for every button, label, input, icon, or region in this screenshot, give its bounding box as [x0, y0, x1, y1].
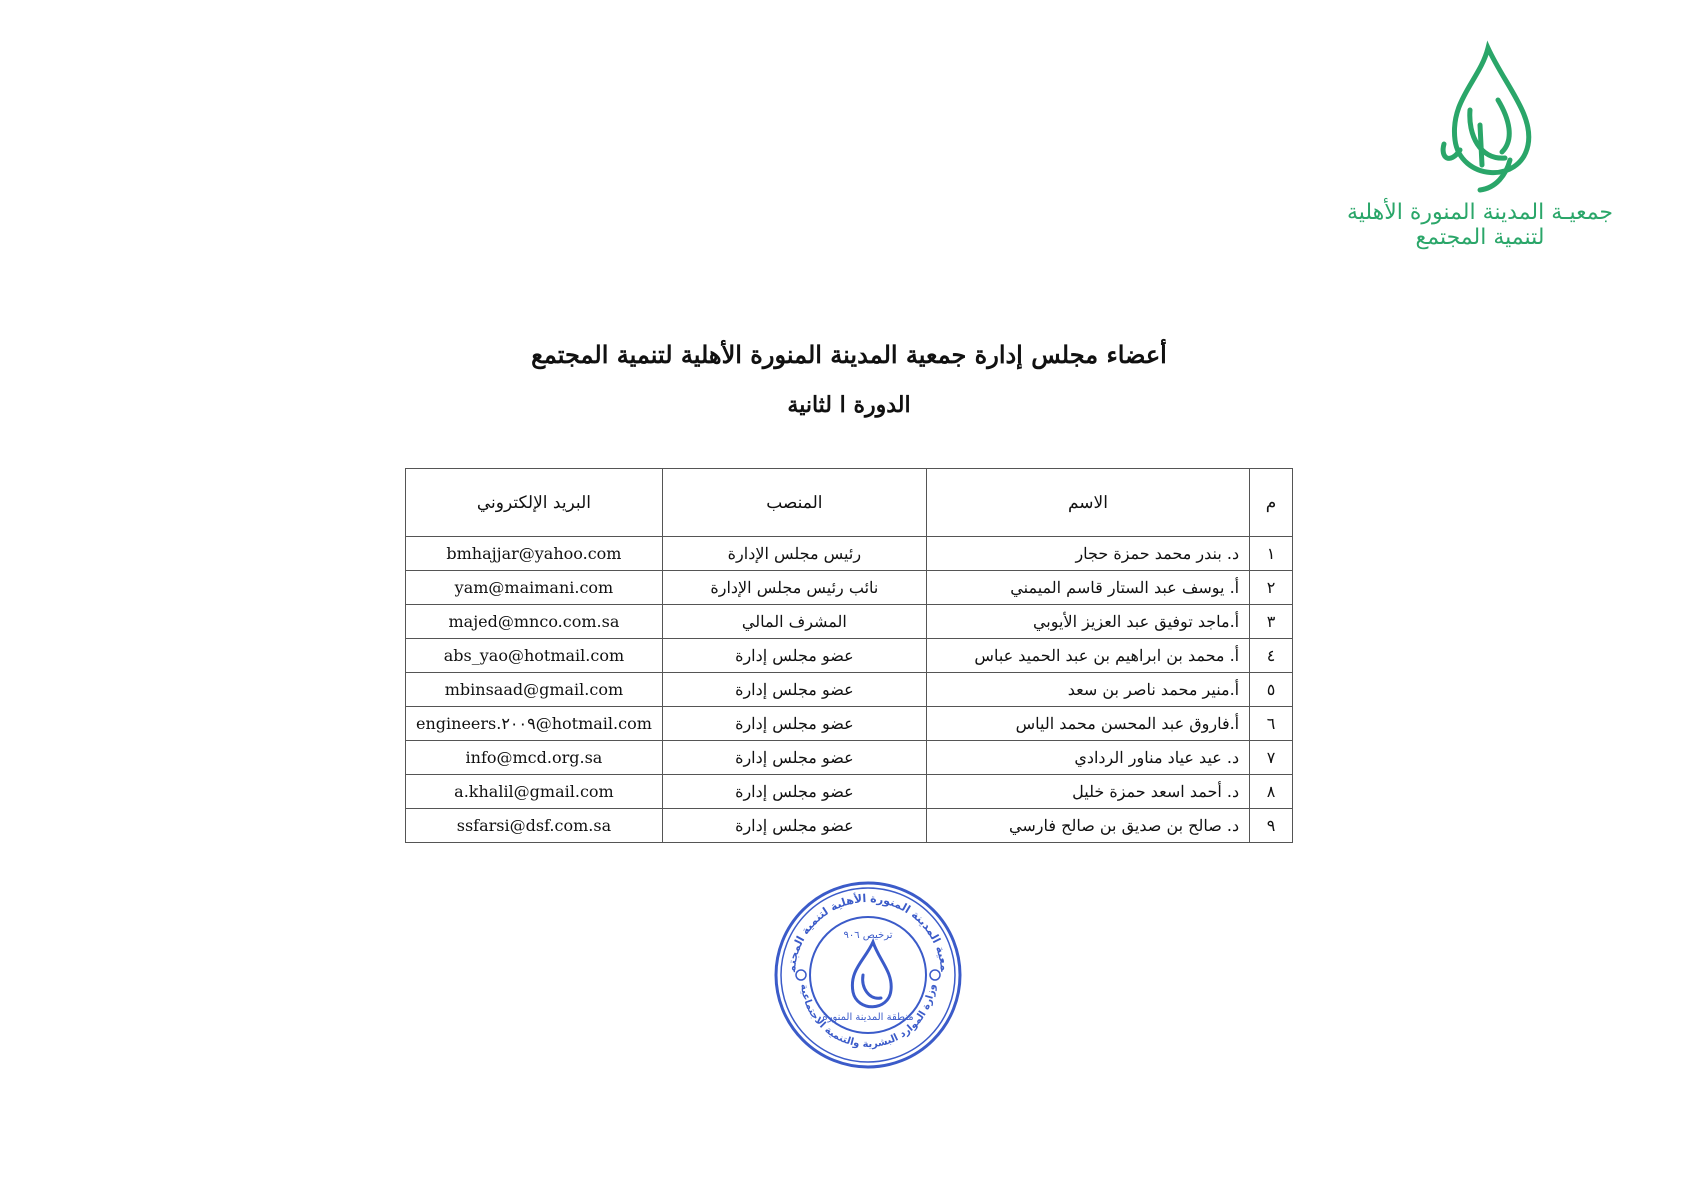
- stamp-outer-text: معية المدينة المنورة الأهلية لتنمية المجتم: [785, 891, 951, 973]
- row-num: ٢: [1250, 571, 1293, 605]
- row-position: عضو مجلس إدارة: [662, 707, 926, 741]
- logo-name-line2: لتنمية المجتمع: [1415, 225, 1545, 251]
- row-position: المشرف المالي: [662, 605, 926, 639]
- row-email: a.khalil@gmail.com: [406, 775, 663, 809]
- header-email: البريد الإلكتروني: [406, 469, 663, 537]
- row-num: ٧: [1250, 741, 1293, 775]
- row-name: أ.فاروق عبد المحسن محمد الياس: [926, 707, 1249, 741]
- calligraphy-emblem-icon: [1410, 40, 1550, 200]
- row-name: د. أحمد اسعد حمزة خليل: [926, 775, 1249, 809]
- row-num: ١: [1250, 537, 1293, 571]
- row-email: majed@mnco.com.sa: [406, 605, 663, 639]
- row-num: ٤: [1250, 639, 1293, 673]
- row-email: engineers.٢٠٠٩@hotmail.com: [406, 707, 663, 741]
- row-position: عضو مجلس إدارة: [662, 673, 926, 707]
- logo-name-line1: جمعيـة المدينة المنورة الأهلية: [1346, 200, 1614, 225]
- stamp-emblem-icon: [852, 942, 891, 1007]
- row-name: أ. يوسف عبد الستار قاسم الميمني: [926, 571, 1249, 605]
- row-num: ٨: [1250, 775, 1293, 809]
- row-name: د. صالح بن صديق بن صالح فارسي: [926, 809, 1249, 843]
- row-position: عضو مجلس إدارة: [662, 639, 926, 673]
- header-num: م: [1250, 469, 1293, 537]
- stamp-ministry-text: وزارة الموارد البشرية والتنمية الاجتماعية: [798, 983, 938, 1051]
- row-email: abs_yao@hotmail.com: [406, 639, 663, 673]
- row-position: رئيس مجلس الإدارة: [662, 537, 926, 571]
- row-name: د. بندر محمد حمزة حجار: [926, 537, 1249, 571]
- table-row: [406, 673, 1293, 707]
- table-row: [406, 707, 1293, 741]
- document-title: أعضاء مجلس إدارة جمعية المدينة المنورة الأهلية لتنمية المجتمع: [531, 340, 1167, 369]
- table-row: [406, 809, 1293, 843]
- row-num: ٥: [1250, 673, 1293, 707]
- stamp-license: ترخيص ٩٠٦: [843, 930, 893, 941]
- row-num: ٣: [1250, 605, 1293, 639]
- document-subtitle: الدورة ا لثانية: [787, 392, 911, 418]
- row-name: د. عيد عياد مناور الردادي: [926, 741, 1249, 775]
- table-row: [406, 741, 1293, 775]
- row-name: أ.ماجد توفيق عبد العزيز الأيوبي: [926, 605, 1249, 639]
- row-position: نائب رئيس مجلس الإدارة: [662, 571, 926, 605]
- row-email: bmhajjar@yahoo.com: [406, 537, 663, 571]
- row-position: عضو مجلس إدارة: [662, 741, 926, 775]
- row-position: عضو مجلس إدارة: [662, 775, 926, 809]
- row-name: أ. محمد بن ابراهيم بن عبد الحميد عباس: [926, 639, 1249, 673]
- stamp-seal-icon: [773, 880, 963, 1070]
- table-row: [406, 537, 1293, 571]
- header-position: المنصب: [662, 469, 926, 537]
- table-row: [406, 605, 1293, 639]
- row-position: عضو مجلس إدارة: [662, 809, 926, 843]
- header-name: الاسم: [926, 469, 1249, 537]
- row-email: yam@maimani.com: [406, 571, 663, 605]
- table-row: [406, 571, 1293, 605]
- association-logo: [1320, 40, 1640, 265]
- row-email: info@mcd.org.sa: [406, 741, 663, 775]
- row-email: ssfarsi@dsf.com.sa: [406, 809, 663, 843]
- row-name: أ.منير محمد ناصر بن سعد: [926, 673, 1249, 707]
- stamp-region: منطقة المدينة المنورة: [822, 1012, 914, 1023]
- board-members-table: [405, 468, 1293, 843]
- row-num: ٦: [1250, 707, 1293, 741]
- table-header-row: [406, 469, 1293, 537]
- table-row: [406, 639, 1293, 673]
- official-stamp: [773, 880, 963, 1070]
- table-row: [406, 775, 1293, 809]
- row-email: mbinsaad@gmail.com: [406, 673, 663, 707]
- row-num: ٩: [1250, 809, 1293, 843]
